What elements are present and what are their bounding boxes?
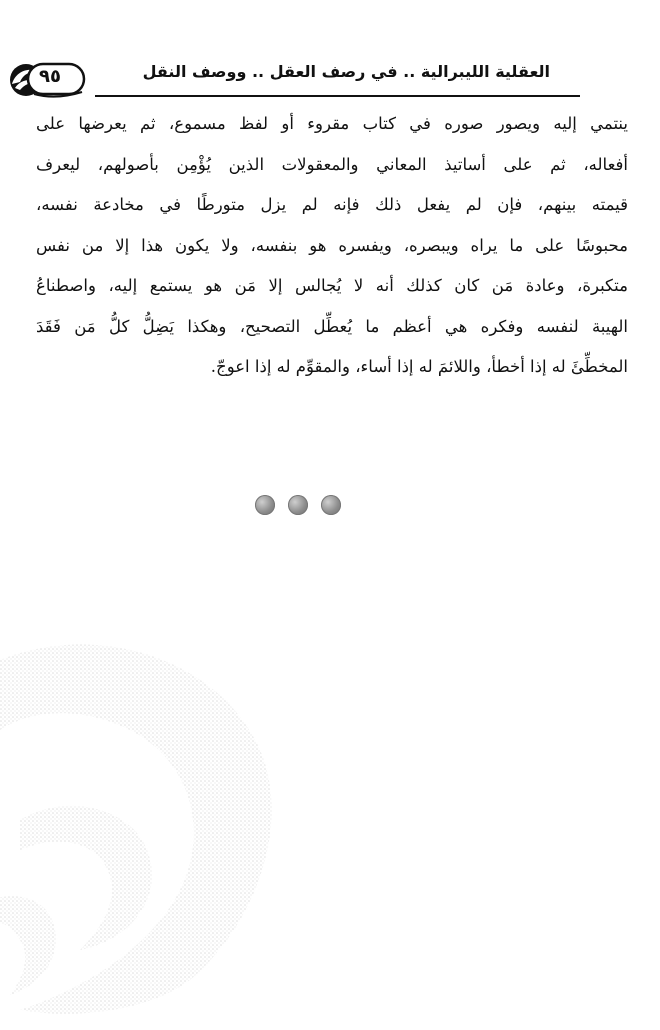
separator-dot-icon (288, 495, 308, 515)
text-line: قيمته بينهم، فإن لم يفعل ذلك فإنه لم يزل متورطًا في مخادعة نفسه، (36, 195, 628, 214)
separator-dot-icon (255, 495, 275, 515)
text-line: أفعاله، ثم على أساتيذ المعاني والمعقولات الذين يُؤْمِن بأصولهم، ليعرف (36, 154, 628, 174)
body-paragraph (36, 104, 628, 388)
header-rule (95, 95, 580, 97)
page-number: ٩٥ (39, 66, 61, 87)
text-line: متكبرة، وعادة مَن كان كذلك أنه لا يُجالس إلا مَن هو يستمع إليه، واصطناعُ (36, 276, 628, 295)
separator-dot-icon (321, 495, 341, 515)
text-line: محبوسًا على ما يراه ويبصره، ويفسره هو بنفسه، ولا يكون هذا إلا من نفس (36, 235, 628, 255)
text-line: المخطِّئَ له إذا أخطأ، واللائمَ له إذا أساء، والمقوِّم له إذا اعوجّ. (210, 357, 628, 376)
text-line: الهيبة لنفسه وفكره هي أعظم ما يُعطِّل التصحيح، وهكذا يَضِلُّ كلُّ مَن فَقَدَ (36, 316, 628, 336)
arabesque-watermark (0, 600, 320, 1030)
section-separator (255, 493, 341, 517)
running-header-title: العقلية الليبرالية .. في رصف العقل .. ووصف النقل (142, 62, 550, 81)
running-header (0, 52, 660, 98)
page-number-badge (6, 58, 90, 98)
text-line: ينتمي إليه ويصور صوره في كتاب مقروء أو لفظ مسموع، ثم يعرضها على (36, 114, 628, 133)
